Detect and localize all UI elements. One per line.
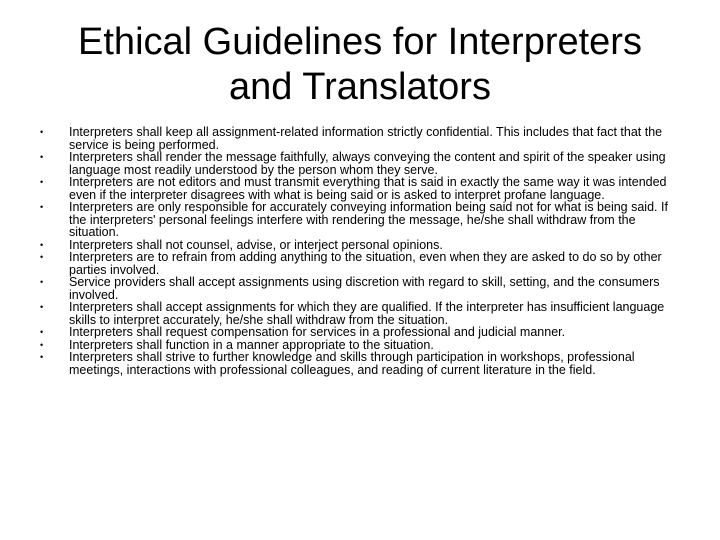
bullet-icon: • — [40, 252, 44, 262]
slide-title-line-1: Ethical Guidelines for Interpreters — [78, 21, 642, 63]
bullet-icon: • — [40, 202, 44, 212]
list-item-text: Interpreters are only responsible for accurately conveying information being said not for what is being said. If the interpreters' personal feelings interfere with rendering the message, he/she shall withdraw from the situation. — [69, 200, 668, 239]
list-item-text: Interpreters are to refrain from adding anything to the situation, even when they are asked to do so by other parties involved. — [69, 250, 662, 277]
bullet-icon: • — [40, 277, 44, 287]
list-item-text: Interpreters shall not counsel, advise, or interject personal opinions. — [69, 237, 443, 252]
list-item — [40, 126, 672, 151]
list-item — [40, 176, 672, 201]
guidelines-list — [40, 126, 672, 376]
bullet-icon: • — [40, 127, 44, 137]
list-item-text: Interpreters shall strive to further knowledge and skills through participation in workshops, professional meetings, interactions with professional colleagues, and reading of current literature in the field. — [69, 350, 635, 377]
list-item — [40, 201, 672, 239]
list-item — [40, 301, 672, 326]
list-item-text: Interpreters shall keep all assignment-related information strictly confidential. This includes that fact that the service is being performed. — [69, 125, 663, 152]
list-item — [40, 351, 672, 376]
bullet-icon: • — [40, 302, 44, 312]
list-item-text: Interpreters are not editors and must transmit everything that is said in exactly the same way it was intended even if the interpreter disagrees with what is being said or is asked to interpret profane language. — [69, 175, 667, 202]
list-item-text: Interpreters shall request compensation for services in a professional and judicial manner. — [69, 325, 566, 339]
list-item — [40, 251, 672, 276]
slide-title — [30, 20, 690, 110]
bullet-icon: • — [40, 339, 44, 350]
bullet-icon: • — [40, 327, 44, 337]
list-item-text: Interpreters shall accept assignments for which they are qualified. If the interpreter has insufficient language skills to interpret accurately, he/she shall withdraw from the situation. — [69, 300, 665, 327]
bullet-icon: • — [40, 352, 44, 362]
list-item-text: Interpreters shall function in a manner appropriate to the situation. — [69, 337, 434, 352]
bullet-icon: • — [40, 177, 44, 187]
list-item — [40, 151, 672, 176]
list-item-text: Interpreters shall render the message faithfully, always conveying the content and spirit of the speaker using language most readily understood by the person whom they serve. — [69, 150, 666, 177]
list-item-text: Service providers shall accept assignments using discretion with regard to skill, setting, and the consumers involved. — [69, 275, 660, 302]
bullet-icon: • — [40, 152, 44, 162]
list-item — [40, 276, 672, 301]
slide-title-line-2: and Translators — [229, 66, 491, 108]
bullet-icon: • — [40, 239, 44, 250]
